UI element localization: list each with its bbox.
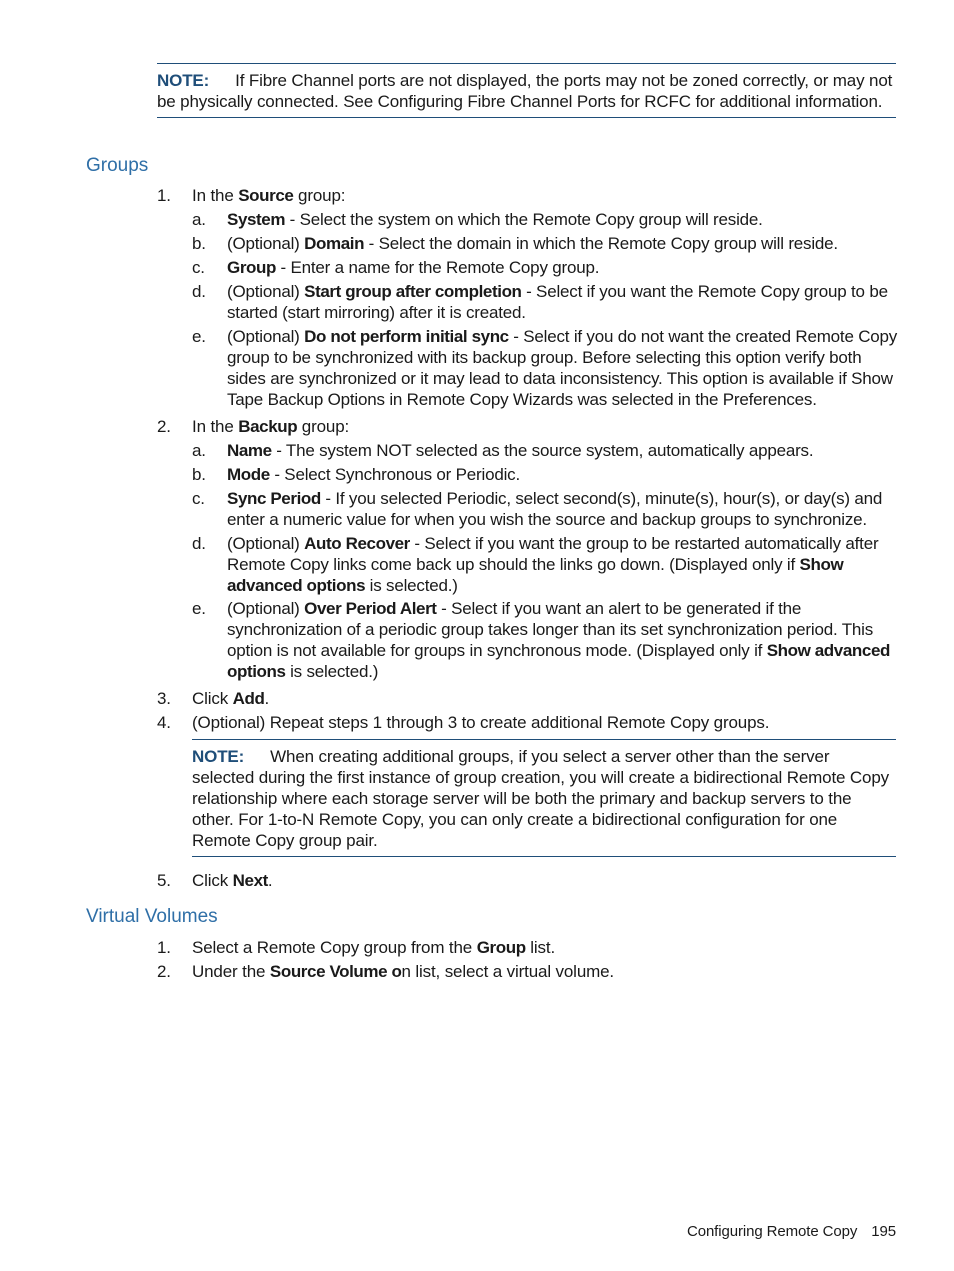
sub-bold: Do not perform initial sync (304, 327, 509, 346)
sub-letter: c. (192, 489, 205, 508)
step-number: 3. (157, 689, 171, 708)
sub-text: (Optional) (227, 534, 305, 553)
page-number: 195 (871, 1223, 896, 1240)
sub-text: - Select the system on which the Remote Copy group will reside. (285, 210, 763, 229)
step-text: list. (525, 938, 556, 957)
step-bold: Next (232, 871, 268, 890)
sub-letter: b. (192, 234, 206, 253)
step-text: Click (192, 689, 233, 708)
page-footer (687, 1222, 896, 1242)
step-bold: Source (238, 186, 294, 205)
sub-bold: Name (227, 441, 272, 460)
sub-text: - Select if you do not want the created Remote Copy group to be synchronized with its backup group. Before selecting this option verify both sides are synchronized or it may lead to data inconsistency. This option is available if Show Tape Backup Options in Remote Copy Wizards was selected in the Preferences. (227, 327, 898, 409)
section-heading-groups: Groups (86, 155, 149, 176)
sub-letter: b. (192, 465, 206, 484)
step-bold: Source Volume o (269, 962, 402, 981)
sub-text: - If you selected Periodic, select second(s), minute(s), hour(s), or day(s) and enter a numeric value for when you wish the source and backup groups to synchronize. (227, 489, 883, 529)
step-number: 1. (157, 186, 171, 205)
sub-bold: System (227, 210, 286, 229)
sub-text: - Enter a name for the Remote Copy group. (276, 258, 600, 277)
sub-text: (Optional) (227, 234, 305, 253)
sub-bold: Start group after completion (304, 282, 522, 301)
step-text: n list, select a virtual volume. (401, 962, 615, 981)
step-bold: Backup (238, 417, 298, 436)
sub-letter: d. (192, 282, 206, 301)
sub-text: - Select if you want an alert to be generated if the synchronization of a periodic group takes longer than its set synchronization period. This option is not available for groups in synchronous mode. (Displayed only if (227, 599, 874, 660)
step-text: group: (293, 186, 346, 205)
sub-text: is selected.) (365, 576, 458, 595)
sub-bold: Group (227, 258, 276, 277)
sub-text: (Optional) (227, 599, 305, 618)
sub-bold: Show advanced options (227, 555, 844, 595)
sub-text: - Select Synchronous or Periodic. (269, 465, 521, 484)
step-text: Under the (192, 962, 270, 981)
step-text: Click (192, 871, 233, 890)
step-number: 1. (157, 938, 171, 957)
step-bold: Add (232, 689, 265, 708)
sub-letter: d. (192, 534, 206, 553)
sub-bold: Show advanced options (227, 641, 890, 681)
step-number: 2. (157, 962, 171, 981)
sub-bold: Mode (227, 465, 270, 484)
step-text: In the (192, 186, 239, 205)
note-text: If Fibre Channel ports are not displayed, the ports may not be zoned correctly, or may not be physically connected. See Configuring Fibre Channel Ports for RCFC for additional information. (157, 71, 893, 111)
note-box (157, 63, 896, 118)
sub-letter: a. (192, 210, 206, 229)
sub-text: - Select if you want the Remote Copy group to be started (start mirroring) after it is created. (227, 282, 888, 322)
sub-letter: e. (192, 599, 206, 618)
sub-letter: c. (192, 258, 205, 277)
sub-text: - The system NOT selected as the source system, automatically appears. (271, 441, 814, 460)
footer-title: Configuring Remote Copy (686, 1223, 858, 1240)
sub-letter: e. (192, 327, 206, 346)
step-number: 5. (157, 871, 171, 890)
step-text: . (264, 689, 270, 708)
step-text: In the (192, 417, 239, 436)
section-heading-virtual-volumes: Virtual Volumes (86, 906, 218, 927)
sub-text: is selected.) (285, 662, 379, 681)
step-text: Select a Remote Copy group from the (192, 938, 477, 957)
sub-letter: a. (192, 441, 206, 460)
sub-text: (Optional) (227, 282, 305, 301)
step-text: (Optional) Repeat steps 1 through 3 to create additional Remote Copy groups. (192, 713, 770, 732)
step-text: . (267, 871, 273, 890)
note-label: NOTE: (192, 747, 245, 766)
sub-bold: Sync Period (227, 489, 321, 508)
step-bold: Group (476, 938, 526, 957)
step-number: 2. (157, 417, 171, 436)
note-box-additional-groups (192, 739, 896, 857)
sub-text: - Select if you want the group to be restarted automatically after Remote Copy links come back up should the links go down. (Displayed only if (227, 534, 879, 574)
sub-text: (Optional) (227, 327, 305, 346)
sub-bold: Over Period Alert (304, 599, 437, 618)
note-label: NOTE: (157, 71, 210, 90)
note-text: When creating additional groups, if you select a server other than the server selected during the first instance of group creation, you will create a bidirectional Remote Copy relationship where each storage server will be both the primary and backup servers to the other. For 1-to-N Remote Copy, you can only create a bidirectional configuration for one Remote Copy group pair. (192, 747, 889, 850)
step-number: 4. (157, 713, 171, 732)
sub-text: - Select the domain in which the Remote Copy group will reside. (364, 234, 838, 253)
step-text: group: (297, 417, 350, 436)
sub-bold: Domain (304, 234, 365, 253)
sub-bold: Auto Recover (304, 534, 410, 553)
